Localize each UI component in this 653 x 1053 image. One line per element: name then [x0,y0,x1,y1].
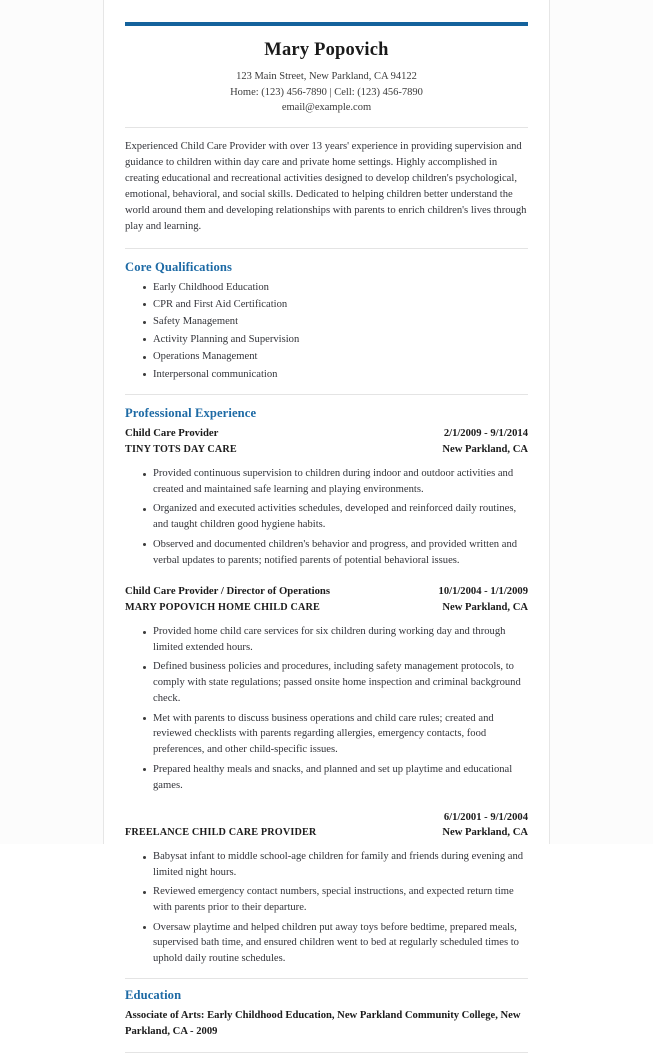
job-location: New Parkland, CA [442,601,528,613]
experience-company-row [125,600,528,615]
contact-email: email@example.com [281,101,372,113]
list-item: Reviewed emergency contact numbers, special instructions, and expected return time with parents prior to their departure. [143,884,528,916]
list-item: Oversaw playtime and helped children put away toys before bedtime, prepared meals, supervised bath time, and ensured children went to bed at regularly scheduled times to uphold daily routine schedules. [143,920,528,968]
list-item: CPR and First Aid Certification [143,297,528,313]
experience-entry [125,426,528,568]
list-item: Organized and executed activities schedules, developed and reinforced daily routines, and taught children good hygiene habits. [143,501,528,533]
experience-title-row [125,584,528,599]
job-title: Child Care Provider / Director of Operations [125,585,331,598]
job-dates: 10/1/2004 - 1/1/2009 [438,586,528,598]
experience-bullets [125,624,528,793]
list-item: Early Childhood Education [143,280,528,296]
list-item: Operations Management [143,349,528,365]
experience-company-row [125,825,528,840]
list-item: Defined business policies and procedures, including safety management protocols, to comply with state regulations; passed onsite home inspection and criminal background check. [143,659,528,707]
experience-entry [125,810,528,968]
job-company: TINY TOTS DAY CARE [125,443,237,455]
job-company: FREELANCE CHILD CARE PROVIDER [125,826,317,838]
core-qualifications-list [125,280,528,383]
experience-title-row [125,426,528,441]
separator-after-qualifications [125,394,528,395]
list-item: Activity Planning and Supervision [143,332,528,348]
list-item: Provided home child care services for six children during working day and through limited extended hours. [143,624,528,656]
resume-page [103,0,550,1038]
resume-header [125,40,528,115]
separator-after-experience [125,978,528,979]
list-item: Interpersonal communication [143,367,528,383]
section-title-professional-experience: Professional Experience [125,406,257,421]
list-item: Met with parents to discuss business operations and child care rules; created and reviewed checklists with parents regarding allergies, emergency contacts, food preferences, and other child-specific issues. [143,711,528,759]
section-title-education: Education [125,988,182,1003]
job-location: New Parkland, CA [442,826,528,838]
job-location: New Parkland, CA [442,443,528,455]
job-dates: 2/1/2009 - 9/1/2014 [443,428,528,440]
experience-bullets [125,466,528,568]
accent-rule [125,22,528,26]
contact-phones: Home: (123) 456-7890 | Cell: (123) 456-7890 [230,86,423,98]
education-entry: Associate of Arts: Early Childhood Education, New Parkland Community College, New Parkland, CA - 2009 [125,1010,521,1038]
section-title-core-qualifications: Core Qualifications [125,259,232,274]
job-company: MARY POPOVICH HOME CHILD CARE [125,601,320,613]
list-item: Observed and documented children's behavior and progress, and provided written and verbal updates to parents; notified parents of potential behavioral issues. [143,537,528,569]
list-item: Safety Management [143,314,528,330]
list-item: Provided continuous supervision to children during indoor and outdoor activities and created and maintained safe learning and playing environments. [143,466,528,498]
section-professional-experience [125,406,528,967]
section-core-qualifications [125,260,528,383]
experience-company-row [125,442,528,457]
job-dates: 6/1/2001 - 9/1/2004 [443,811,528,823]
experience-bullets [125,849,528,967]
list-item: Babysat infant to middle school-age children for family and friends during evening and limited night hours. [143,849,528,881]
separator-after-summary [125,248,528,249]
contact-address: 123 Main Street, New Parkland, CA 94122 [236,71,417,83]
job-title: Child Care Provider [125,427,219,440]
experience-entry [125,584,528,793]
experience-title-row [125,810,528,825]
list-item: Prepared healthy meals and snacks, and planned and set up playtime and educational games. [143,762,528,794]
candidate-name: Mary Popovich [264,40,389,60]
section-education [125,988,528,1040]
separator-after-header [125,127,528,128]
professional-summary: Experienced Child Care Provider with over 13 years' experience in providing supervision and guidance to children within day care and private home settings. Highly accomplished in creating educational and recreational activities designed to develop children's psychological, emotional, behavioral, and social skills. Dedicated to helping children better understand the world around them and developing relationships with parents to enrich children's lives through play and learning. [125,141,527,233]
